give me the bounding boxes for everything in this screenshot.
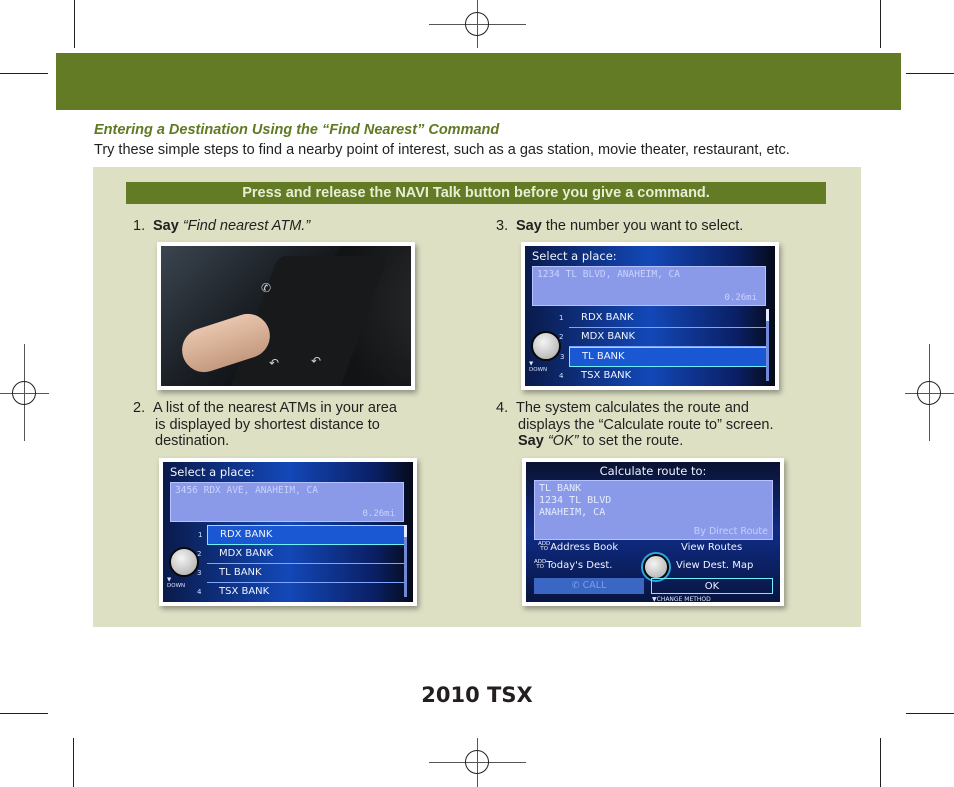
say-label: Say (516, 218, 542, 234)
step-1 (133, 218, 310, 235)
item-label: RDX BANK (581, 312, 634, 323)
list-item[interactable] (197, 583, 407, 601)
step-4 (496, 400, 774, 450)
destination-box (534, 480, 773, 540)
address-box (532, 266, 766, 306)
add-to-icon: ADD TO (538, 541, 551, 552)
add-to-icon: ADD TO (534, 559, 547, 570)
crop-mark (906, 73, 954, 74)
crop-mark (0, 73, 48, 74)
crop-mark (880, 0, 881, 48)
intro-text: Try these simple steps to find a nearby point of interest, such as a gas station, movie theater, restaurant, etc. (94, 142, 790, 158)
header-band (56, 53, 901, 110)
screen-title: Calculate route to: (599, 464, 707, 478)
voice-command: “OK” (547, 433, 579, 449)
ok-button[interactable]: OK (651, 578, 773, 594)
list-item[interactable] (559, 367, 769, 385)
crop-mark (880, 738, 881, 787)
item-label: TSX BANK (219, 586, 270, 597)
select-place-screen-2 (521, 242, 779, 390)
instructions-panel (93, 167, 861, 627)
screen-title: Select a place: (170, 465, 255, 479)
steering-wheel-photo (157, 242, 415, 390)
step-number: 4. (496, 400, 509, 416)
navi-talk-banner: Press and release the NAVI Talk button before you give a command. (126, 182, 826, 204)
step-text: destination. (155, 433, 230, 449)
place-list (559, 309, 769, 385)
registration-mark (465, 12, 489, 36)
section-title: Entering a Destination Using the “Find Nearest” Command (94, 122, 500, 138)
dest-line: TL BANK (539, 483, 582, 494)
distance: 0.26mi (362, 509, 395, 519)
interface-dial (169, 547, 202, 577)
list-item[interactable] (197, 564, 407, 583)
item-number: 1 (559, 314, 564, 322)
item-label: TL BANK (582, 351, 625, 362)
list-item[interactable] (559, 309, 769, 328)
interface-dial (531, 331, 561, 361)
view-dest-map-button[interactable] (676, 560, 753, 571)
call-button[interactable] (534, 578, 644, 594)
back-icon: ↶ (269, 356, 280, 370)
crop-mark (74, 0, 75, 48)
registration-mark (465, 750, 489, 774)
phone-icon: ✆ (261, 281, 272, 295)
place-list (197, 525, 407, 601)
step-number: 2. (133, 400, 146, 416)
option-label: View Routes (681, 542, 743, 553)
item-label: TL BANK (219, 567, 262, 578)
step-text: is displayed by shortest distance to (155, 416, 380, 433)
option-label: Address Book (550, 542, 619, 553)
view-routes-button[interactable] (681, 542, 742, 553)
address: 1234 TL BLVD, ANAHEIM, CA (537, 269, 680, 280)
down-text: DOWN (167, 583, 186, 589)
crop-mark (906, 713, 954, 714)
add-to-address-book-button[interactable] (538, 542, 618, 553)
step-2 (133, 400, 397, 450)
distance: 0.26mi (724, 293, 757, 303)
down-text: DOWN (529, 367, 548, 373)
item-number: 3 (197, 569, 202, 577)
crop-mark (0, 713, 48, 714)
step-text: The system calculates the route and (516, 400, 749, 416)
select-place-screen-1 (159, 458, 417, 606)
dest-line: 1234 TL BLVD (539, 495, 612, 506)
voice-command: “Find nearest ATM.” (182, 218, 311, 234)
step-text: displays the “Calculate route to” screen. (518, 416, 774, 433)
registration-mark (12, 381, 36, 405)
item-number: 2 (559, 333, 564, 341)
call-label: CALL (582, 580, 607, 591)
item-number: 3 (560, 353, 565, 361)
step-text: A list of the nearest ATMs in your area (153, 400, 397, 416)
item-label: RDX BANK (220, 529, 273, 540)
step-text: the number you want to select. (545, 218, 744, 234)
item-label: TSX BANK (581, 370, 632, 381)
step-text: to set the route. (582, 433, 684, 449)
item-number: 2 (197, 550, 202, 558)
item-label: MDX BANK (581, 331, 636, 342)
say-label: Say (518, 433, 544, 449)
list-item[interactable] (559, 328, 769, 347)
address-box (170, 482, 404, 522)
dest-line: ANAHEIM, CA (539, 507, 606, 518)
talk-back-icon: ↶ (311, 354, 322, 368)
calculate-route-screen (522, 458, 784, 606)
option-label: Today's Dest. (546, 560, 613, 571)
step-3 (496, 218, 743, 235)
route-method: By Direct Route (693, 526, 768, 537)
change-method-text: CHANGE METHOD (656, 596, 711, 602)
list-item[interactable] (198, 525, 407, 545)
interface-dial (643, 554, 669, 580)
down-label: ▼ DOWN (529, 361, 548, 373)
address: 3456 RDX AVE, ANAHEIM, CA (175, 485, 318, 496)
step-number: 1. (133, 218, 146, 234)
screen-title: Select a place: (532, 249, 617, 263)
scrollbar[interactable] (766, 309, 769, 381)
item-number: 4 (559, 372, 564, 380)
model-title: 2010 TSX (421, 683, 533, 707)
step-number: 3. (496, 218, 509, 234)
item-label: MDX BANK (219, 548, 274, 559)
down-label: ▼ DOWN (167, 577, 186, 589)
item-number: 1 (198, 531, 203, 539)
option-label: View Dest. Map (676, 560, 754, 571)
list-item[interactable] (560, 347, 769, 367)
change-method-label: ▼CHANGE METHOD (652, 596, 711, 602)
item-number: 4 (197, 588, 202, 596)
phone-icon: ✆ (571, 580, 583, 591)
say-label: Say (153, 218, 179, 234)
scrollbar[interactable] (404, 525, 407, 597)
registration-mark (917, 381, 941, 405)
list-item[interactable] (197, 545, 407, 564)
crop-mark (73, 738, 74, 787)
add-to-todays-dest-button[interactable] (534, 560, 612, 571)
